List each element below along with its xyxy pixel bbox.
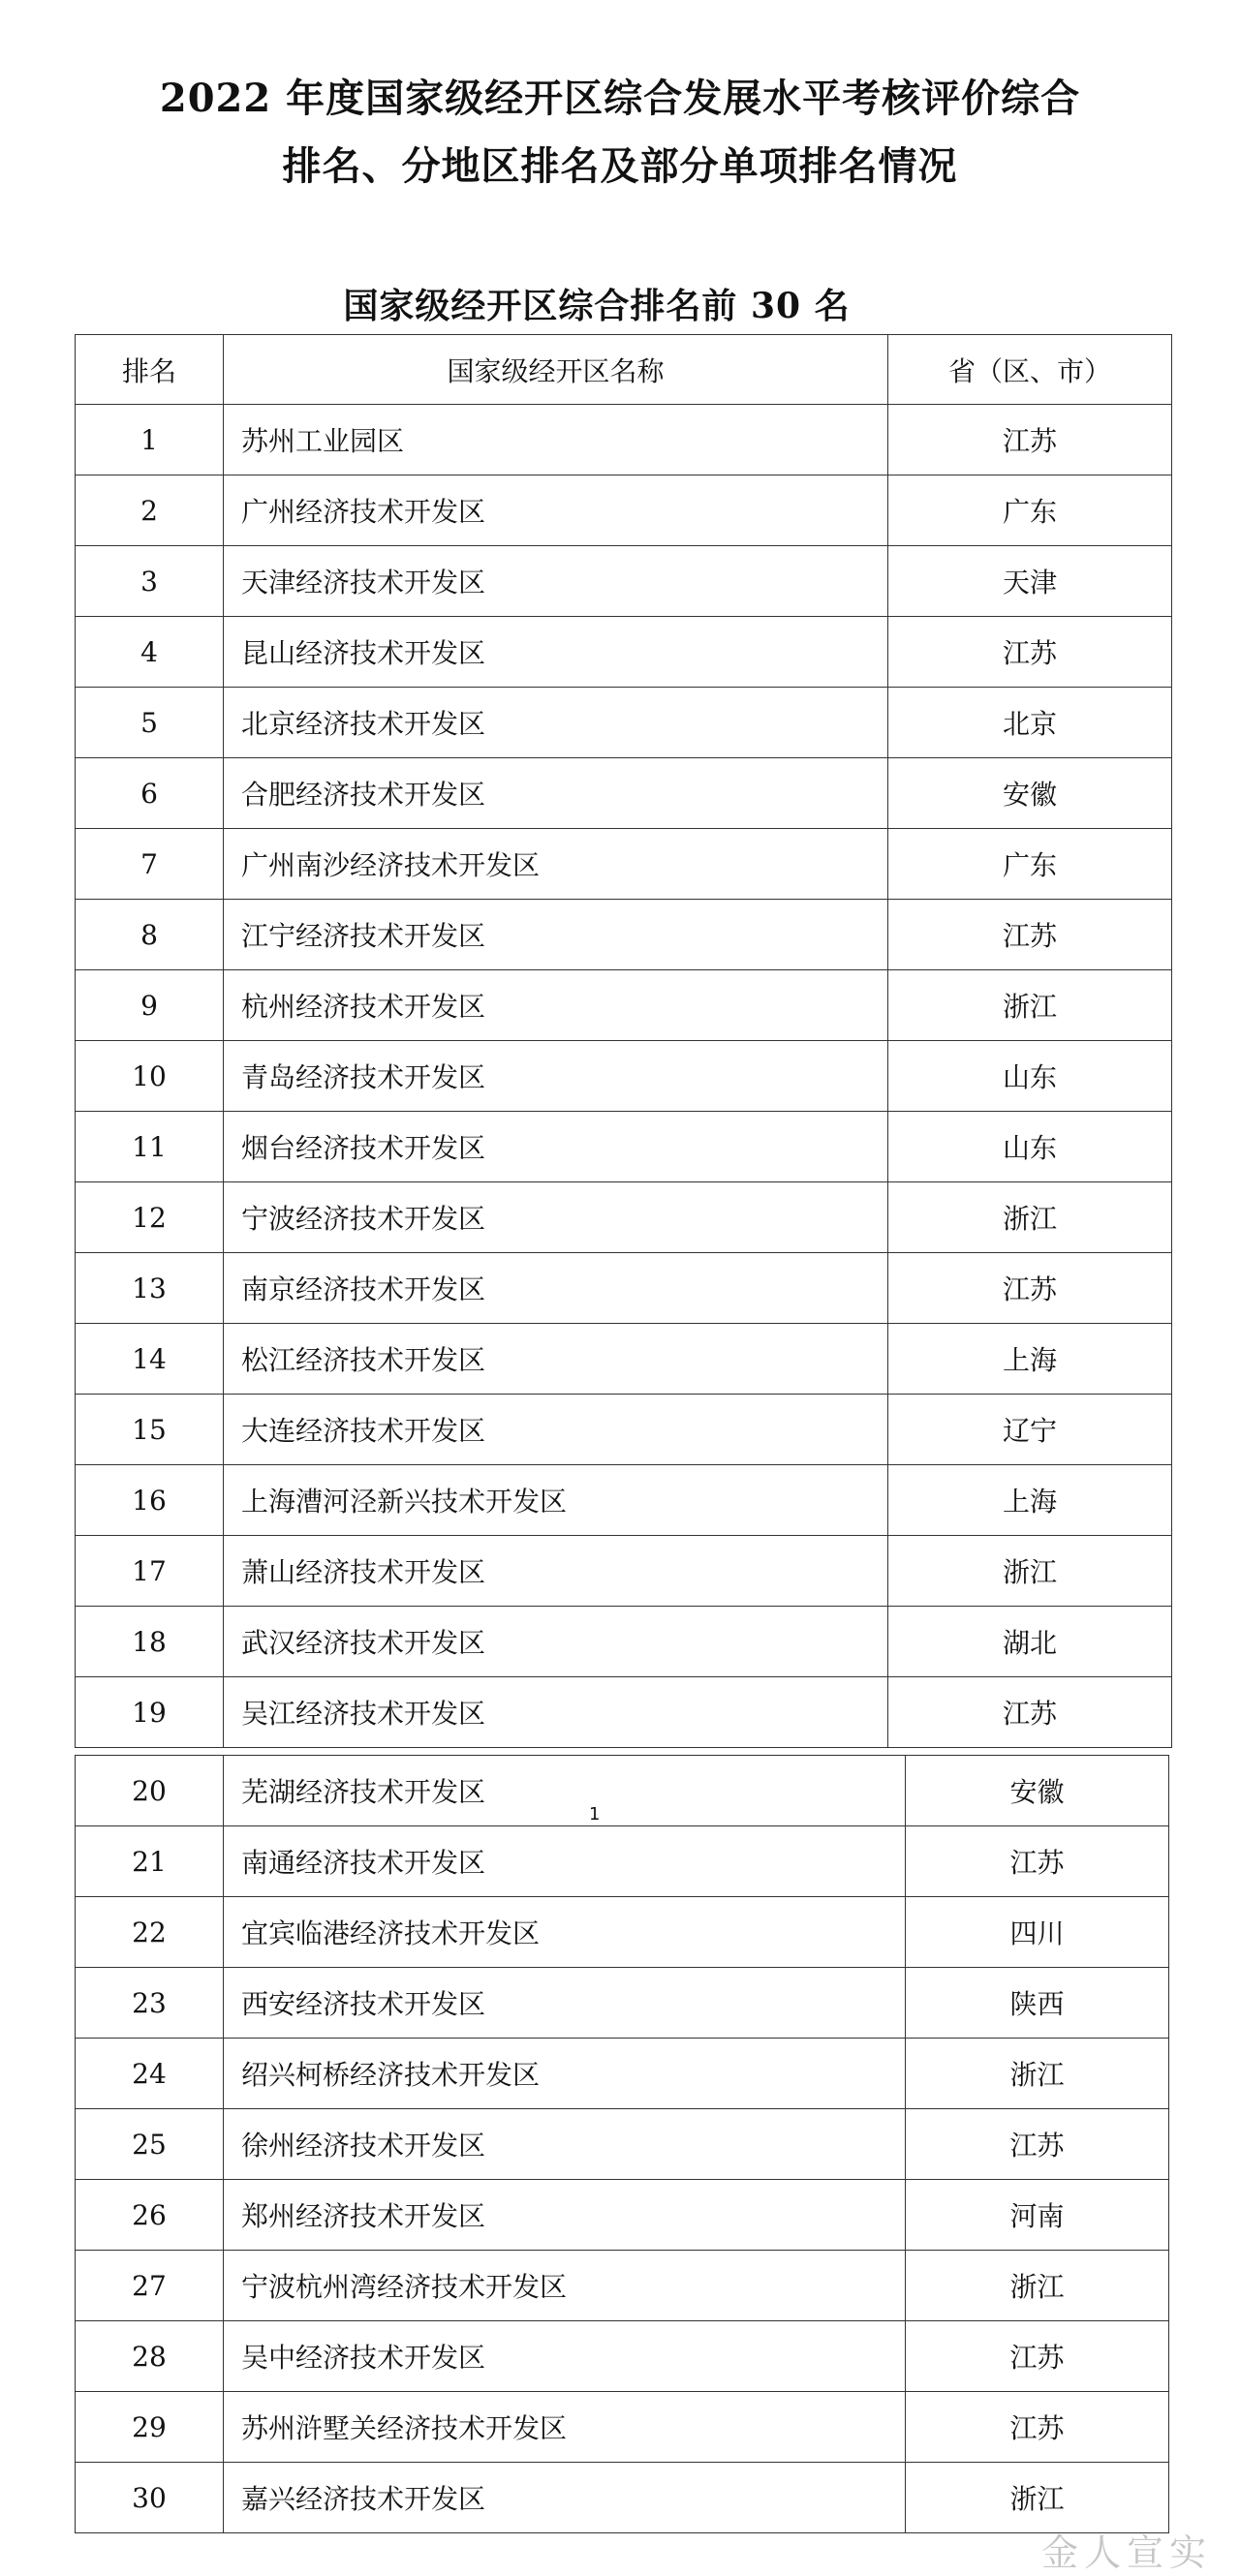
- rank-cell: 16: [76, 1465, 224, 1536]
- rank-cell: 19: [76, 1677, 224, 1748]
- zone-name-cell: 宁波经济技术开发区: [224, 1182, 888, 1253]
- province-cell: 上海: [888, 1324, 1172, 1395]
- zone-name-cell: 绍兴柯桥经济技术开发区: [224, 2039, 906, 2109]
- province-cell: 辽宁: [888, 1395, 1172, 1465]
- table-row: [76, 1607, 1172, 1677]
- rank-cell: 18: [76, 1607, 224, 1677]
- rank-cell: 12: [76, 1182, 224, 1253]
- table-row: [76, 758, 1172, 829]
- zone-name-cell: 松江经济技术开发区: [224, 1324, 888, 1395]
- rank-cell: 9: [76, 970, 224, 1041]
- rank-cell: 6: [76, 758, 224, 829]
- rank-cell: 10: [76, 1041, 224, 1112]
- rank-cell: 3: [76, 546, 224, 617]
- table-row: [76, 1112, 1172, 1182]
- table-row: [76, 1756, 1169, 1826]
- zone-name-cell: 宜宾临港经济技术开发区: [224, 1897, 906, 1968]
- table-row: [76, 829, 1172, 900]
- ranking-table-part-2: [75, 1755, 1169, 2533]
- table-row: [76, 617, 1172, 688]
- rank-cell: 30: [76, 2463, 224, 2533]
- table-row: [76, 1897, 1169, 1968]
- zone-name-cell: 宁波杭州湾经济技术开发区: [224, 2251, 906, 2321]
- zone-name-cell: 吴江经济技术开发区: [224, 1677, 888, 1748]
- table-row: [76, 2039, 1169, 2109]
- zone-name-cell: 萧山经济技术开发区: [224, 1536, 888, 1607]
- zone-name-cell: 芜湖经济技术开发区: [224, 1756, 906, 1826]
- table-row: [76, 1395, 1172, 1465]
- province-cell: 浙江: [888, 970, 1172, 1041]
- province-cell: 四川: [906, 1897, 1169, 1968]
- rank-cell: 5: [76, 688, 224, 758]
- rank-cell: 7: [76, 829, 224, 900]
- zone-name-cell: 南京经济技术开发区: [224, 1253, 888, 1324]
- rank-cell: 8: [76, 900, 224, 970]
- table-row: [76, 1536, 1172, 1607]
- rank-cell: 24: [76, 2039, 224, 2109]
- table-row: [76, 688, 1172, 758]
- province-cell: 江苏: [906, 2109, 1169, 2180]
- document-title-line-1: 2022 年度国家级经开区综合发展水平考核评价综合: [159, 76, 1081, 121]
- table-row: [76, 475, 1172, 546]
- table-row: [76, 405, 1172, 475]
- table-row: [76, 2251, 1169, 2321]
- zone-name-cell: 广州南沙经济技术开发区: [224, 829, 888, 900]
- rank-cell: 28: [76, 2321, 224, 2392]
- province-cell: 浙江: [888, 1536, 1172, 1607]
- table-row: [76, 1968, 1169, 2039]
- province-cell: 江苏: [906, 2392, 1169, 2463]
- table-row: [76, 1324, 1172, 1395]
- rank-cell: 4: [76, 617, 224, 688]
- province-cell: 河南: [906, 2180, 1169, 2251]
- rank-cell: 14: [76, 1324, 224, 1395]
- table-row: [76, 2180, 1169, 2251]
- province-cell: 江苏: [888, 900, 1172, 970]
- province-cell: 陕西: [906, 1968, 1169, 2039]
- province-cell: 浙江: [906, 2251, 1169, 2321]
- zone-name-cell: 苏州工业园区: [224, 405, 888, 475]
- zone-name-cell: 上海漕河泾新兴技术开发区: [224, 1465, 888, 1536]
- province-cell: 广东: [888, 829, 1172, 900]
- rank-cell: 2: [76, 475, 224, 546]
- province-cell: 江苏: [888, 1253, 1172, 1324]
- zone-name-cell: 西安经济技术开发区: [224, 1968, 906, 2039]
- header-zone-name: 国家级经开区名称: [224, 335, 888, 405]
- table-header-row: [76, 335, 1172, 405]
- zone-name-cell: 南通经济技术开发区: [224, 1826, 906, 1897]
- table-row: [76, 1465, 1172, 1536]
- rank-cell: 13: [76, 1253, 224, 1324]
- province-cell: 天津: [888, 546, 1172, 617]
- province-cell: 江苏: [888, 617, 1172, 688]
- zone-name-cell: 郑州经济技术开发区: [224, 2180, 906, 2251]
- province-cell: 山东: [888, 1112, 1172, 1182]
- table-row: [76, 2109, 1169, 2180]
- table-row: [76, 2463, 1169, 2533]
- rank-cell: 20: [76, 1756, 224, 1826]
- zone-name-cell: 徐州经济技术开发区: [224, 2109, 906, 2180]
- zone-name-cell: 昆山经济技术开发区: [224, 617, 888, 688]
- zone-name-cell: 苏州浒墅关经济技术开发区: [224, 2392, 906, 2463]
- province-cell: 浙江: [906, 2039, 1169, 2109]
- table-row: [76, 970, 1172, 1041]
- rank-cell: 1: [76, 405, 224, 475]
- table-row: [76, 2321, 1169, 2392]
- table-row: [76, 1182, 1172, 1253]
- province-cell: 广东: [888, 475, 1172, 546]
- document-title-line-2: 排名、分地区排名及部分单项排名情况: [282, 143, 958, 189]
- zone-name-cell: 青岛经济技术开发区: [224, 1041, 888, 1112]
- rank-cell: 21: [76, 1826, 224, 1897]
- province-cell: 上海: [888, 1465, 1172, 1536]
- province-cell: 北京: [888, 688, 1172, 758]
- zone-name-cell: 嘉兴经济技术开发区: [224, 2463, 906, 2533]
- header-province: 省（区、市）: [888, 335, 1172, 405]
- province-cell: 江苏: [906, 2321, 1169, 2392]
- rank-cell: 29: [76, 2392, 224, 2463]
- zone-name-cell: 烟台经济技术开发区: [224, 1112, 888, 1182]
- zone-name-cell: 北京经济技术开发区: [224, 688, 888, 758]
- zone-name-cell: 大连经济技术开发区: [224, 1395, 888, 1465]
- province-cell: 安徽: [906, 1756, 1169, 1826]
- rank-cell: 11: [76, 1112, 224, 1182]
- table-row: [76, 1041, 1172, 1112]
- zone-name-cell: 吴中经济技术开发区: [224, 2321, 906, 2392]
- rank-cell: 17: [76, 1536, 224, 1607]
- zone-name-cell: 天津经济技术开发区: [224, 546, 888, 617]
- zone-name-cell: 杭州经济技术开发区: [224, 970, 888, 1041]
- province-cell: 江苏: [888, 1677, 1172, 1748]
- watermark: 金人宣实: [1041, 2531, 1213, 2574]
- zone-name-cell: 武汉经济技术开发区: [224, 1607, 888, 1677]
- province-cell: 湖北: [888, 1607, 1172, 1677]
- rank-cell: 26: [76, 2180, 224, 2251]
- rank-cell: 25: [76, 2109, 224, 2180]
- table-row: [76, 2392, 1169, 2463]
- province-cell: 江苏: [888, 405, 1172, 475]
- province-cell: 浙江: [888, 1182, 1172, 1253]
- province-cell: 江苏: [906, 1826, 1169, 1897]
- zone-name-cell: 合肥经济技术开发区: [224, 758, 888, 829]
- ranking-table-part-1: [75, 334, 1172, 1748]
- table-row: [76, 1826, 1169, 1897]
- province-cell: 山东: [888, 1041, 1172, 1112]
- zone-name-cell: 广州经济技术开发区: [224, 475, 888, 546]
- table-row: [76, 1677, 1172, 1748]
- province-cell: 安徽: [888, 758, 1172, 829]
- zone-name-cell: 江宁经济技术开发区: [224, 900, 888, 970]
- page-number: 1: [589, 1804, 601, 1825]
- table-caption: 国家级经开区综合排名前 30 名: [343, 286, 851, 326]
- rank-cell: 27: [76, 2251, 224, 2321]
- rank-cell: 15: [76, 1395, 224, 1465]
- table-row: [76, 1253, 1172, 1324]
- table-row: [76, 900, 1172, 970]
- province-cell: 浙江: [906, 2463, 1169, 2533]
- rank-cell: 23: [76, 1968, 224, 2039]
- rank-cell: 22: [76, 1897, 224, 1968]
- table-row: [76, 546, 1172, 617]
- header-rank: 排名: [76, 335, 224, 405]
